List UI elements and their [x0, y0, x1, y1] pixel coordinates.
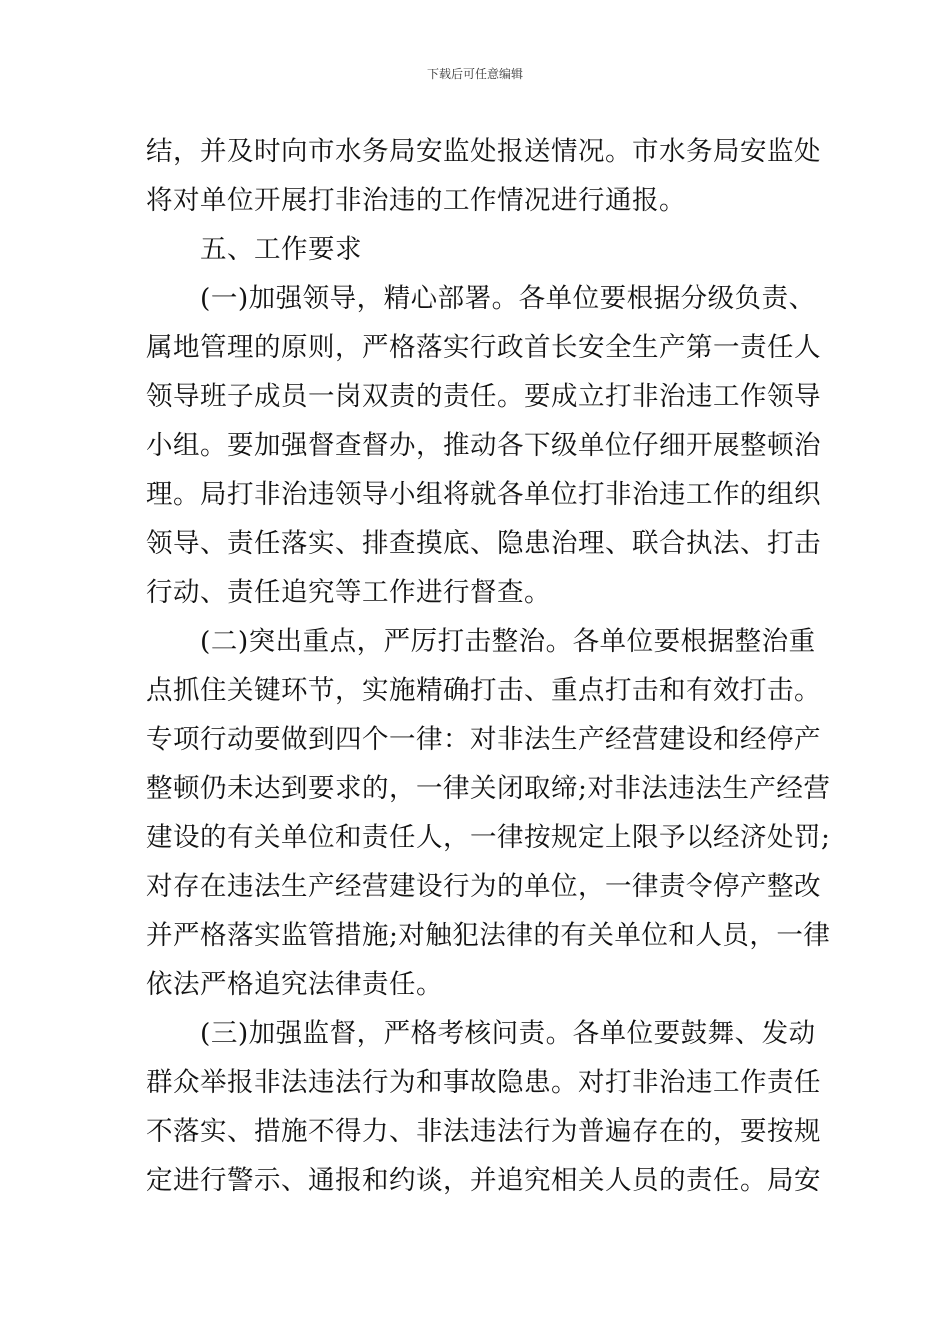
text-line: (一)加强领导，精心部署。各单位要根据分级负责、	[146, 283, 816, 314]
text-line: 将对单位开展打非治违的工作情况进行通报。	[146, 185, 686, 216]
text-line: 群众举报非法违法行为和事故隐患。对打非治违工作责任	[146, 1067, 821, 1098]
section-heading: 五、工作要求	[146, 234, 362, 265]
text-line: 理。局打非治违领导小组将就各单位打非治违工作的组织	[146, 479, 821, 510]
page-header-note: 下载后可任意编辑	[426, 67, 523, 81]
text-line: 对存在违法生产经营建设行为的单位，一律责令停产整改	[146, 871, 821, 902]
text-line: 专项行动要做到四个一律：对非法生产经营建设和经停产	[146, 724, 821, 755]
text-line: 并严格落实监管措施;对触犯法律的有关单位和人员，一律	[146, 920, 831, 951]
text-line: 结，并及时向市水务局安监处报送情况。市水务局安监处	[146, 136, 821, 167]
text-line: 整顿仍未达到要求的，一律关闭取缔;对非法违法生产经营	[146, 773, 831, 804]
text-line: 属地管理的原则，严格落实行政首长安全生产第一责任人	[146, 332, 821, 363]
text-line: 不落实、措施不得力、非法违法行为普遍存在的，要按规	[146, 1116, 821, 1147]
text-line: 领导、责任落实、排查摸底、隐患治理、联合执法、打击	[146, 528, 821, 559]
text-line: 点抓住关键环节，实施精确打击、重点打击和有效打击。	[146, 675, 821, 706]
text-line: 领导班子成员一岗双责的责任。要成立打非治违工作领导	[146, 381, 821, 412]
document-body	[146, 127, 831, 1205]
text-line: 依法严格追究法律责任。	[146, 969, 443, 1000]
text-line: 行动、责任追究等工作进行督查。	[146, 577, 551, 608]
text-line: (二)突出重点，严厉打击整治。各单位要根据整治重	[146, 626, 816, 657]
text-line: 小组。要加强督查督办，推动各下级单位仔细开展整顿治	[146, 430, 821, 461]
text-line: (三)加强监督，严格考核问责。各单位要鼓舞、发动	[146, 1018, 816, 1049]
text-line: 建设的有关单位和责任人，一律按规定上限予以经济处罚;	[146, 822, 831, 853]
text-line: 定进行警示、通报和约谈，并追究相关人员的责任。局安	[146, 1165, 821, 1196]
